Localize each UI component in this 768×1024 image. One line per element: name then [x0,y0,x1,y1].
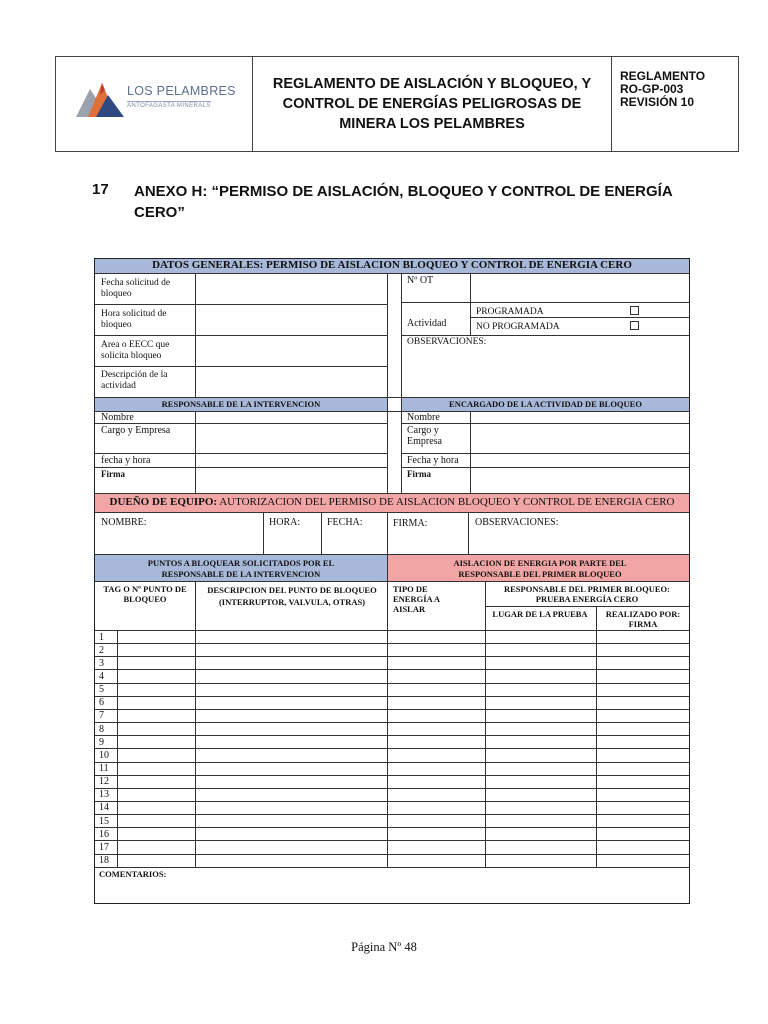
cargo-responsable-field[interactable] [196,424,386,452]
document-title [253,57,612,151]
document-code [612,57,738,151]
company-logo [56,57,253,151]
table-row[interactable] [118,854,688,867]
permit-form [94,258,690,904]
hora-dueno-field[interactable] [265,529,319,553]
label-firma-responsable: Firma [101,469,125,479]
datos-generales-title: DATOS GENERALES: PERMISO DE AISLACION BLOQUEO Y CONTROL DE ENERGIA CERO [152,259,632,271]
logo-name: LOS PELAMBRES [127,84,236,98]
code-line: RO-GP-003 [620,82,684,96]
label-fecha-encargado: Fecha y hora [407,455,459,466]
table-row[interactable] [118,748,688,761]
table-row[interactable] [118,840,688,853]
label-nombre-responsable: Nombre [101,412,134,423]
section-title: ANEXO H: “PERMISO DE AISLACIÓN, BLOQUEO Y CONTROL DE ENERGÍA CERO” [134,183,673,221]
nombre-encargado-field[interactable] [471,412,688,422]
table-row[interactable] [118,827,688,840]
label-observaciones-dueno: OBSERVACIONES: [475,517,559,528]
table-row[interactable] [118,669,688,682]
section-number: 17 [92,181,109,198]
table-row[interactable] [118,683,688,696]
dueno-equipo-title [95,497,689,508]
label-actividad: Actividad [407,318,447,329]
document-header [55,56,739,152]
observaciones-dueno-field[interactable] [470,529,688,553]
mountain-logo-icon [74,73,126,121]
label-no-ot: Nº OT [407,275,434,286]
row-number: 16 [99,828,109,840]
label-hora-dueno: HORA: [269,517,301,528]
descripcion-actividad-field[interactable] [196,367,386,396]
row-number: 3 [99,657,104,669]
row-number: 17 [99,841,109,853]
label-no-programada: NO PROGRAMADA [476,322,560,332]
row-number: 9 [99,736,104,748]
label-firma-encargado: Firma [407,469,431,479]
fecha-solicitud-field[interactable] [196,274,386,303]
row-number: 14 [99,802,109,814]
row-number: 11 [99,763,109,774]
label-fecha-solicitud: Fecha solicitud de bloqueo [101,278,171,299]
row-number: 12 [99,776,109,788]
table-row[interactable] [118,643,688,656]
firma-encargado-field[interactable] [471,468,688,492]
nombre-responsable-field[interactable] [196,412,386,422]
label-nombre-encargado: Nombre [407,412,440,423]
row-number: 15 [99,815,109,827]
table-row[interactable] [118,656,688,669]
area-eecc-field[interactable] [196,336,386,365]
label-hora-solicitud: Hora solicitud de bloqueo [101,309,167,330]
row-number: 18 [99,855,109,867]
col-realizado-header: REALIZADO POR: FIRMA [605,609,681,629]
dueno-prefix: DUEÑO DE EQUIPO: [109,496,218,508]
table-row[interactable] [118,775,688,788]
row-number: 5 [99,684,104,696]
table-row[interactable] [118,722,688,735]
aislacion-title: AISLACION DE ENERGIA POR PARTE DEL RESPONSABLE DEL PRIMER BLOQUEO [453,558,627,579]
col-tag-header: TAG O Nº PUNTO DE BLOQUEO [103,584,187,604]
cargo-encargado-field[interactable] [471,424,688,452]
col-lugar-header: LUGAR DE LA PRUEBA [492,609,588,619]
checkbox-no-programada[interactable] [630,321,639,330]
table-row[interactable] [118,788,688,801]
row-number: 7 [99,710,104,722]
code-line: REGLAMENTO [620,69,706,83]
col-descripcion-header: DESCRIPCION DEL PUNTO DE BLOQUEO (INTERRUPTOR, VALVULA, OTRAS) [207,585,377,607]
col-tipo-header: TIPO DE ENERGÍA A AISLAR [393,584,440,614]
firma-responsable-field[interactable] [196,468,386,492]
label-cargo-responsable: Cargo y Empresa [101,425,171,436]
col-responsable-header: RESPONSABLE DEL PRIMER BLOQUEO: PRUEBA ENERGÍA CERO [503,584,670,604]
label-nombre-dueno: NOMBRE: [101,517,147,528]
label-fecha-dueno: FECHA: [327,517,363,528]
nombre-dueno-field[interactable] [97,529,261,553]
table-row[interactable] [118,735,688,748]
row-number: 13 [99,789,109,801]
row-number: 1 [99,631,104,643]
no-ot-field[interactable] [471,274,688,302]
dueno-rest: AUTORIZACION DEL PERMISO DE AISLACION BLOQUEO Y CONTROL DE ENERGIA CERO [217,496,675,508]
comentarios-field[interactable] [97,879,687,901]
label-cargo-encargado: Cargo y Empresa [407,425,442,447]
logo-subtitle: ANTOFAGASTA MINERALS [127,103,211,109]
code-line: REVISIÓN 10 [620,95,695,109]
observaciones-field[interactable] [405,349,685,395]
title-line: CONTROL DE ENERGÍAS PELIGROSAS DE [282,96,582,112]
page-number: Página Nº 48 [351,940,417,954]
row-number: 10 [99,749,109,761]
responsable-intervencion-title: RESPONSABLE DE LA INTERVENCION [161,399,321,409]
label-fecha-responsable: fecha y hora [101,455,151,466]
label-programada: PROGRAMADA [476,307,544,317]
row-number: 6 [99,697,104,709]
row-number: 4 [99,670,104,682]
puntos-title: PUNTOS A BLOQUEAR SOLICITADOS POR EL RESPONSABLE DE LA INTERVENCION [147,558,335,579]
table-row[interactable] [118,814,688,827]
label-comentarios: COMENTARIOS: [99,869,167,879]
label-firma-dueno: FIRMA: [393,518,428,529]
fecha-encargado-field[interactable] [471,454,688,466]
title-line: MINERA LOS PELAMBRES [339,116,525,132]
table-row[interactable] [118,801,688,814]
label-descripcion-actividad: Descripción de la actividad [101,370,168,391]
table-row[interactable] [118,696,688,709]
title-line: REGLAMENTO DE AISLACIÓN Y BLOQUEO, Y [272,76,592,92]
label-observaciones: OBSERVACIONES: [407,337,487,347]
checkbox-programada[interactable] [630,306,639,315]
fecha-dueno-field[interactable] [323,529,385,553]
table-row[interactable] [118,762,688,775]
firma-dueno-field[interactable] [389,531,466,553]
row-number: 8 [99,723,104,735]
table-row[interactable] [118,709,688,722]
hora-solicitud-field[interactable] [196,305,386,334]
encargado-bloqueo-title: ENCARGADO DE LA ACTIVIDAD DE BLOQUEO [449,399,642,409]
fecha-responsable-field[interactable] [196,454,386,466]
table-row[interactable] [118,630,688,643]
row-number: 2 [99,644,104,656]
label-area-eecc: Area o EECC que solicita bloqueo [101,340,170,361]
